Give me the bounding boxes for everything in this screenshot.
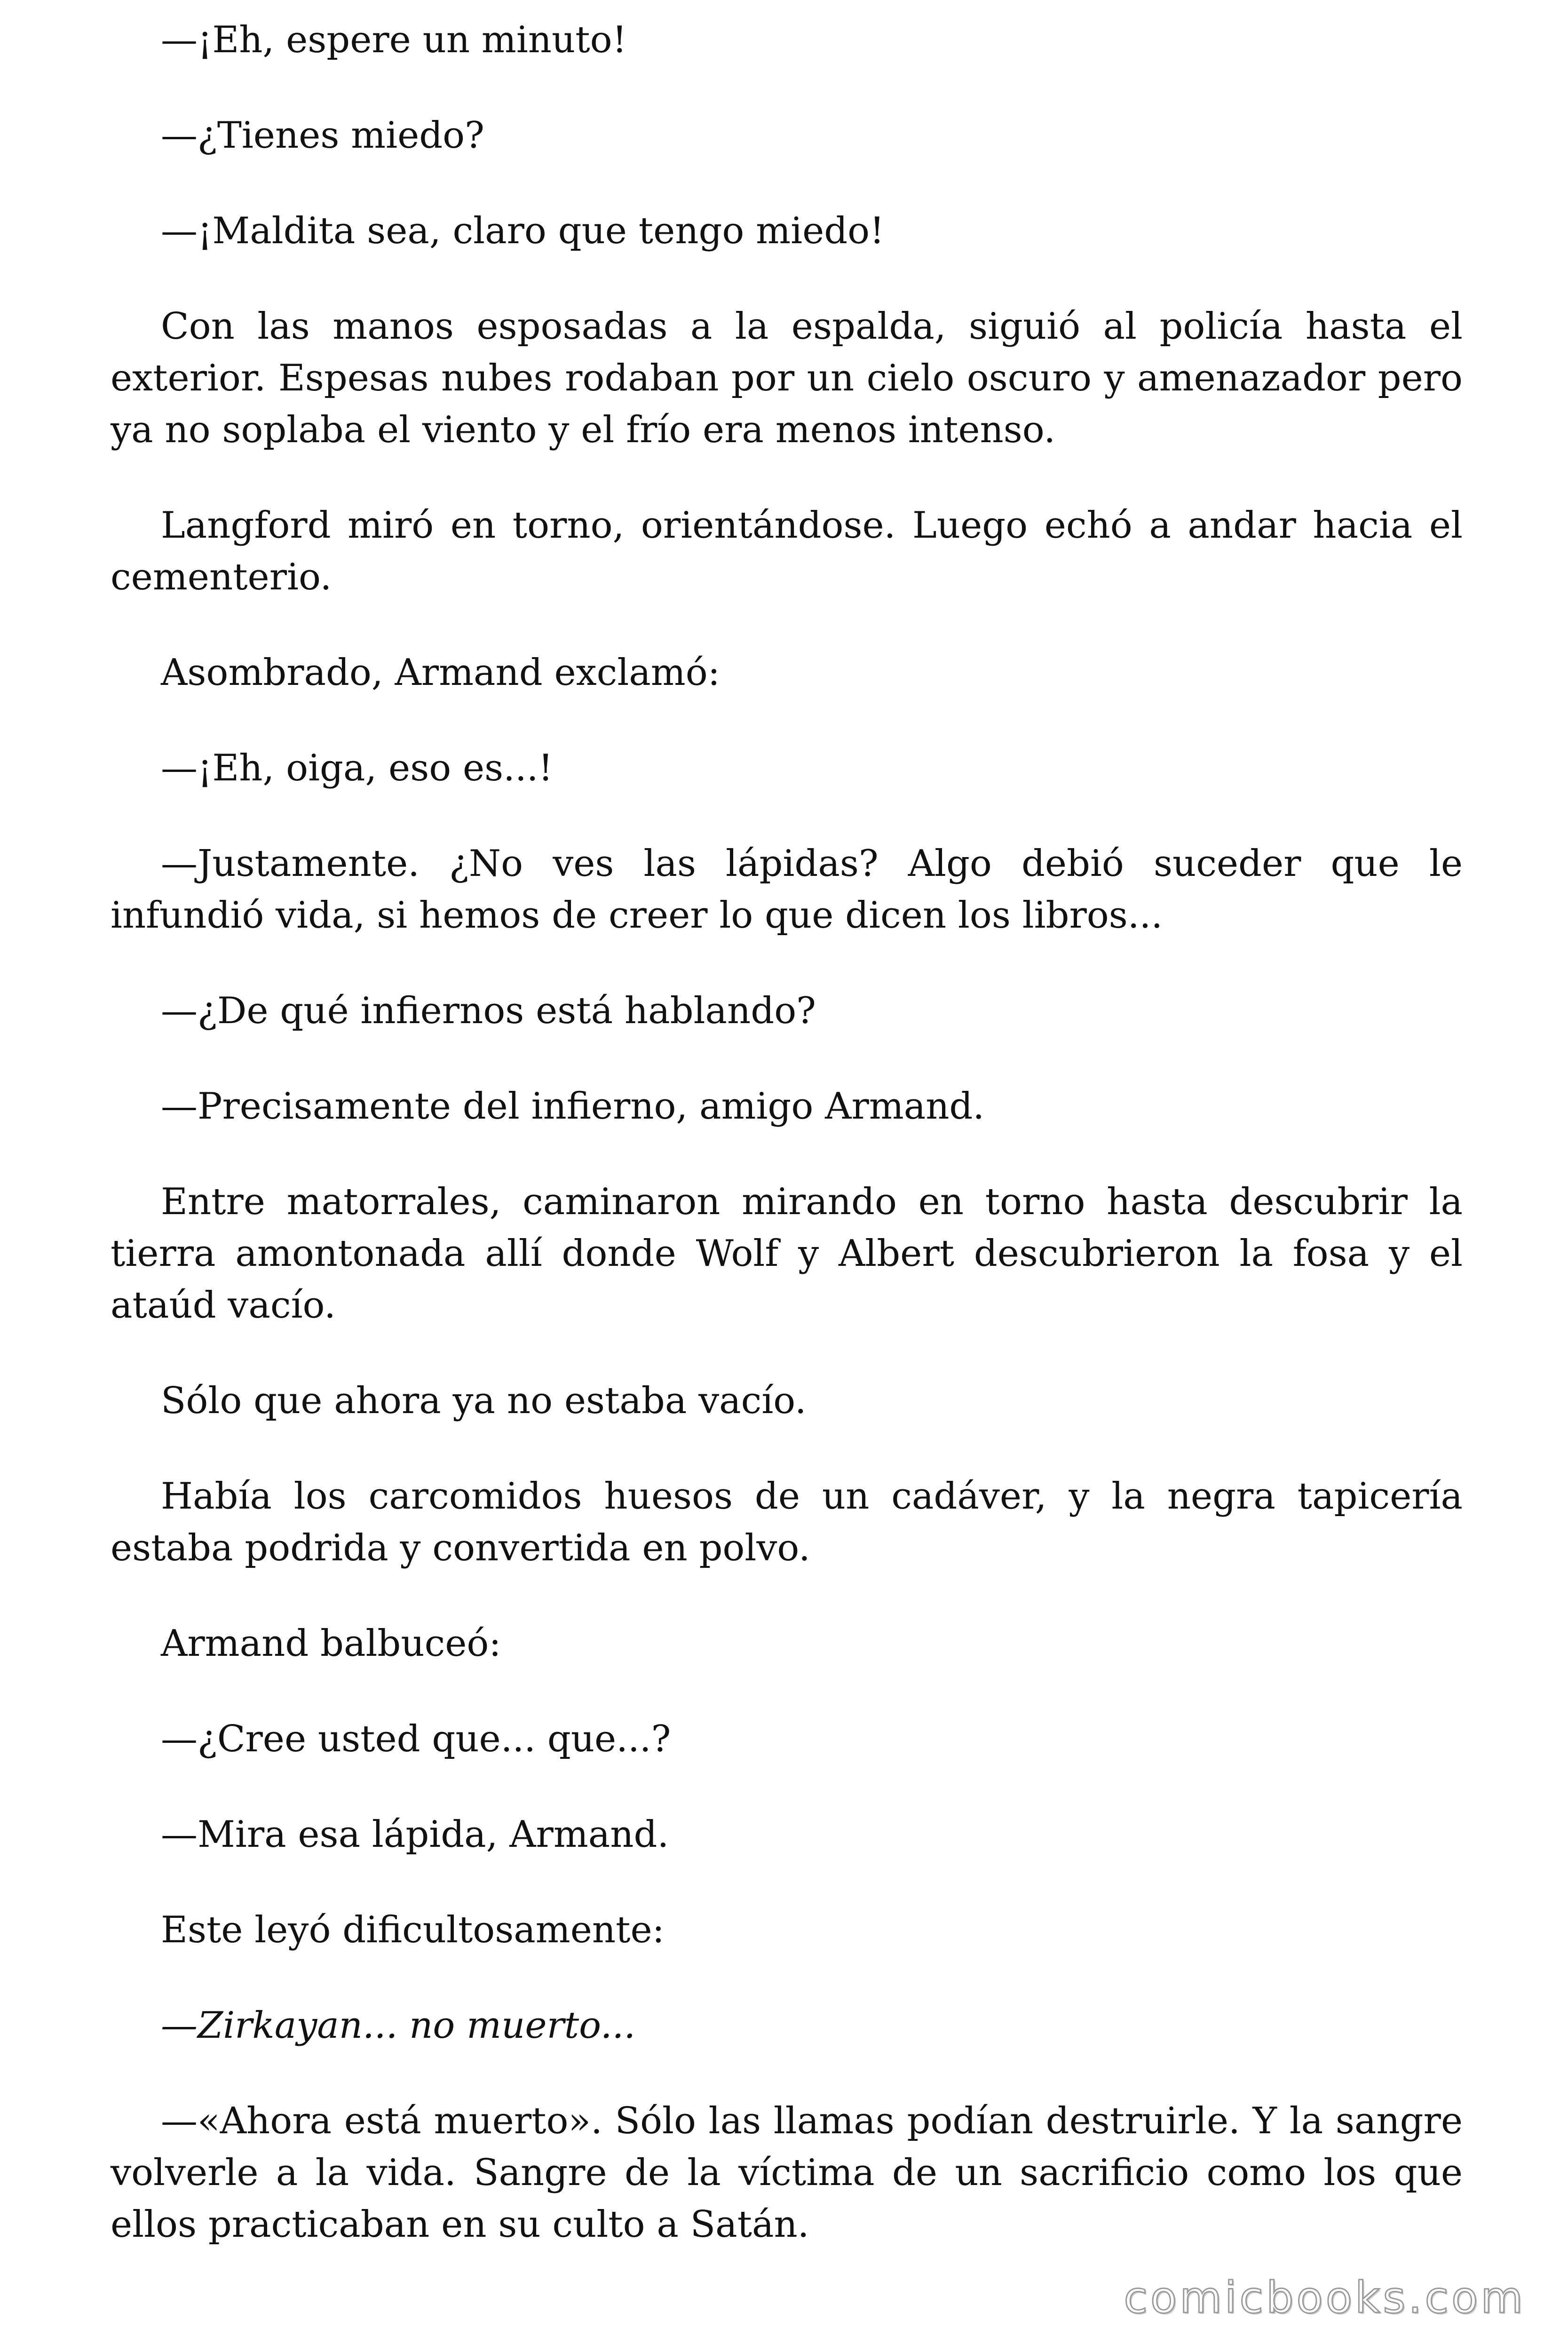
paragraph-6: Asombrado, Armand exclamó: — [161, 652, 721, 694]
paragraph-7: —¡Eh, oiga, eso es...! — [161, 747, 553, 789]
paragraph-18-inscription: —Zirkayan... no muerto... — [161, 2004, 636, 2047]
paragraph-3: —¡Maldita sea, claro que tengo miedo! — [161, 210, 885, 252]
book-page — [111, 14, 1463, 2294]
paragraph-8: —Justamente. ¿No ves las lápidas? Algo debió suceder que le infundió vida, si hemos de creer lo que dicen los libros... — [111, 842, 1463, 937]
paragraph-4: Con las manos esposadas a la espalda, siguió al policía hasta el exterior. Espesas nubes rodaban por un cielo oscuro y amenazador pero ya no soplaba el viento y el frío era menos intenso. — [111, 305, 1463, 451]
watermark: comicbooks.com — [1124, 2273, 1526, 2323]
paragraph-5: Langford miró en torno, orientándose. Luego echó a andar hacia el cementerio. — [111, 504, 1463, 598]
paragraph-10: —Precisamente del infierno, amigo Armand. — [161, 1085, 985, 1128]
paragraph-19: —«Ahora está muerto». Sólo las llamas podían destruirle. Y la sangre volverle a la vida. Sangre de la víctima de un sacrificio como los que ellos practicaban en su culto a Satán. — [111, 2100, 1463, 2246]
paragraph-16: —Mira esa lápida, Armand. — [161, 1813, 669, 1856]
paragraph-11: Entre matorrales, caminaron mirando en torno hasta descubrir la tierra amontonada allí donde Wolf y Albert descubrieron la fosa y el ataúd vacío. — [111, 1181, 1463, 1327]
paragraph-15: —¿Cree usted que... que...? — [161, 1718, 671, 1760]
paragraph-17: Este leyó dificultosamente: — [161, 1909, 665, 1951]
paragraph-12: Sólo que ahora ya no estaba vacío. — [161, 1380, 807, 1422]
paragraph-13: Había los carcomidos huesos de un cadáver, y la negra tapicería estaba podrida y convertida en polvo. — [111, 1475, 1463, 1569]
paragraph-9: —¿De qué infiernos está hablando? — [161, 990, 816, 1032]
paragraph-14: Armand balbuceó: — [161, 1622, 501, 1665]
paragraph-2: —¿Tienes miedo? — [161, 114, 484, 157]
paragraph-1: —¡Eh, espere un minuto! — [161, 19, 627, 61]
